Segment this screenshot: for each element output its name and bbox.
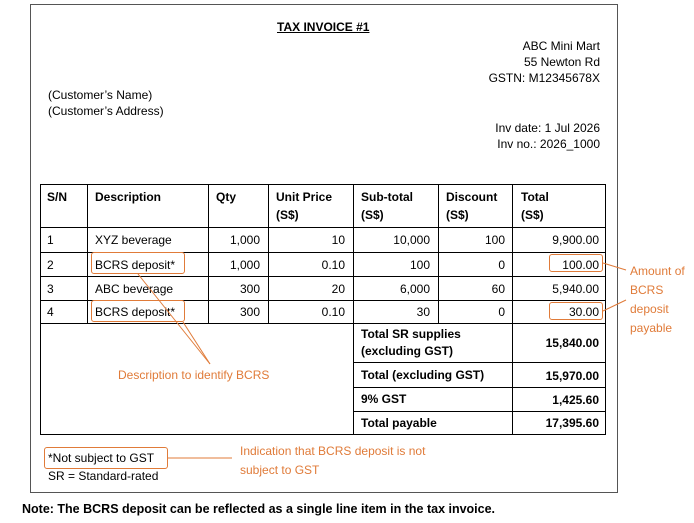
summary-gst-value: 1,425.60 (552, 393, 599, 407)
row4-subtotal: 30 (416, 305, 430, 319)
row1-subtotal: 10,000 (393, 233, 430, 247)
header-description: Description (95, 190, 162, 204)
amount-annotation (630, 262, 685, 338)
row4-description: BCRS deposit* (95, 305, 176, 319)
amount-connector-1 (603, 263, 626, 270)
row4-qty: 300 (239, 305, 260, 319)
amount-annotation-line2: BCRS (630, 283, 664, 297)
summary-payable-value: 17,395.60 (545, 416, 599, 430)
row1-sn: 1 (47, 233, 54, 247)
header-discount-line2: (S$) (446, 208, 469, 222)
row3-discount: 60 (491, 282, 505, 296)
bottom-note: Note: The BCRS deposit can be reflected as a single line item in the tax invoice. (22, 502, 496, 516)
row4-total: 30.00 (568, 305, 599, 319)
seller-name: ABC Mini Mart (522, 39, 600, 53)
row1-qty: 1,000 (229, 233, 260, 247)
row2-discount: 0 (498, 258, 505, 272)
row3-sn: 3 (47, 282, 54, 296)
amount-connector-2 (603, 300, 626, 311)
header-sn: S/N (47, 190, 68, 204)
row2-sn: 2 (47, 258, 54, 272)
amount-annotation-line3: deposit (630, 302, 669, 316)
header-subtotal-line1: Sub-total (361, 190, 413, 204)
row1-unit-price: 10 (331, 233, 345, 247)
footnote-sr: SR = Standard-rated (48, 469, 159, 483)
summary-sr-label-line2: (excluding GST) (361, 344, 454, 358)
seller-address: 55 Newton Rd (523, 55, 600, 69)
row1-total: 9,900.00 (552, 233, 599, 247)
invoice-number: Inv no.: 2026_1000 (497, 137, 600, 151)
row4-unit-price: 0.10 (321, 305, 345, 319)
row4-sn: 4 (47, 305, 54, 319)
row2-description: BCRS deposit* (95, 258, 176, 272)
indication-annotation-line2: subject to GST (240, 463, 320, 477)
indication-annotation (240, 442, 425, 480)
invoice-title: TAX INVOICE #1 (277, 20, 370, 34)
row3-subtotal: 6,000 (399, 282, 430, 296)
header-subtotal-line2: (S$) (361, 208, 384, 222)
customer-name: (Customer’s Name) (48, 88, 153, 102)
summary-sr-value: 15,840.00 (545, 336, 599, 350)
description-annotation: Description to identify BCRS (118, 368, 270, 382)
amount-annotation-line1: Amount of (630, 264, 685, 278)
indication-annotation-line1: Indication that BCRS deposit is not (240, 444, 426, 458)
summary-excl-label: Total (excluding GST) (361, 368, 485, 382)
row2-qty: 1,000 (229, 258, 260, 272)
summary-payable-label: Total payable (361, 416, 437, 430)
summary-excl-value: 15,970.00 (545, 369, 599, 383)
row2-subtotal: 100 (409, 258, 430, 272)
row2-unit-price: 0.10 (321, 258, 345, 272)
summary-gst-label: 9% GST (361, 392, 407, 406)
summary-sr-label-line1: Total SR supplies (361, 327, 461, 341)
header-discount-line1: Discount (446, 190, 498, 204)
amount-annotation-line4: payable (630, 321, 673, 335)
header-total-line2: (S$) (521, 208, 544, 222)
row3-total: 5,940.00 (552, 282, 599, 296)
desc-connector-2 (183, 322, 210, 364)
desc-connector-1 (138, 274, 210, 364)
row3-qty: 300 (239, 282, 260, 296)
row3-description: ABC beverage (95, 282, 174, 296)
header-unit-price-line1: Unit Price (276, 190, 333, 204)
row3-unit-price: 20 (331, 282, 345, 296)
row1-description: XYZ beverage (95, 233, 172, 247)
header-unit-price-line2: (S$) (276, 208, 299, 222)
header-total-line1: Total (521, 190, 549, 204)
row1-discount: 100 (484, 233, 505, 247)
row4-discount: 0 (498, 305, 505, 319)
header-qty: Qty (216, 190, 237, 204)
footnote-not-subject: *Not subject to GST (48, 451, 155, 465)
seller-gstn: GSTN: M12345678X (488, 71, 600, 85)
invoice-date: Inv date: 1 Jul 2026 (495, 121, 600, 135)
row2-total: 100.00 (562, 258, 599, 272)
customer-address: (Customer’s Address) (48, 104, 164, 118)
